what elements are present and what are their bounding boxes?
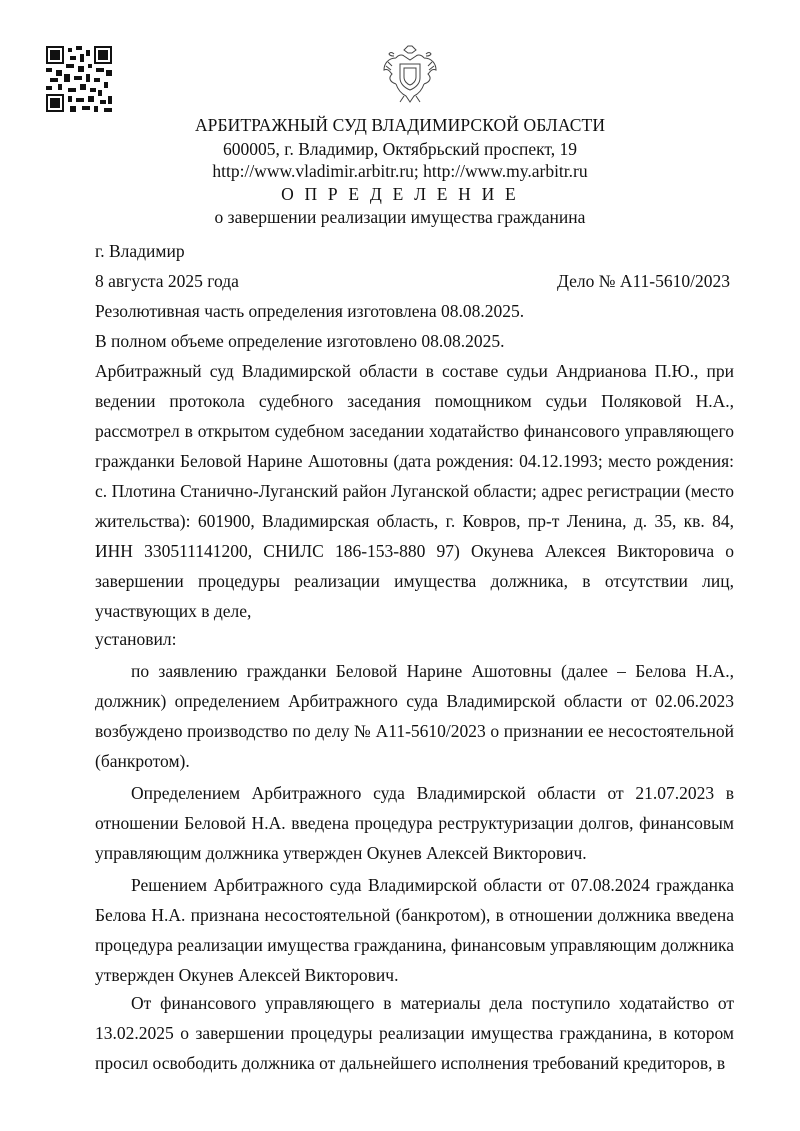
paragraph-3: Решением Арбитражного суда Владимирской области от 07.08.2024 гражданка Белова Н.А. признана несостоятельной (банкротом), в отношении должника введена процедура реализации имущества гражданина, финансовым управляющим должника утвержден Окунев Алексей Викторович. bbox=[95, 875, 734, 985]
city: г. Владимир bbox=[95, 241, 185, 261]
court-urls: http://www.vladimir.arbitr.ru; http://www.my.arbitr.ru bbox=[212, 161, 588, 181]
paragraph-2: Определением Арбитражного суда Владимирской области от 21.07.2023 в отношении Беловой Н.А. введена процедура реструктуризации долгов, финансовым управляющим должника утвержден Окунев Алексей Викторович. bbox=[95, 783, 734, 863]
qr-code-icon bbox=[46, 46, 112, 112]
established-heading: установил: bbox=[95, 629, 177, 649]
document-subtitle: о завершении реализации имущества гражданина bbox=[214, 207, 586, 227]
decision-date: 8 августа 2025 года bbox=[95, 271, 239, 291]
full-text-note: В полном объеме определение изготовлено 08.08.2025. bbox=[95, 331, 505, 351]
paragraph-1: по заявлению гражданки Беловой Нарине Ашотовны (далее – Белова Н.А., должник) определением Арбитражного суда Владимирской области от 02.06.2023 возбуждено производство по делу № А11-5610/2023 о признании ее несостоятельной (банкротом). bbox=[95, 661, 734, 771]
paragraph-4: От финансового управляющего в материалы дела поступило ходатайство от 13.02.2025 о завершении процедуры реализации имущества гражданина, в котором просил освободить должника от дальнейшего исполнения требований кредиторов, в bbox=[95, 993, 734, 1073]
coat-of-arms-icon bbox=[382, 44, 438, 106]
intro-paragraph: Арбитражный суд Владимирской области в составе судьи Андрианова П.Ю., при ведении протокола судебного заседания помощником судьи Поляковой Н.А., рассмотрел в открытом судебном заседании ходатайство финансового управляющего гражданки Беловой Нарине Ашотовны (дата рождения: 04.12.1993; место рождения: с. Плотина Станично-Луганский район Луганской области; адрес регистрации (место жительства): 601900, Владимирская область, г. Ковров, пр-т Ленина, д. 35, кв. 84, ИНН 330511141200, СНИЛС 186-153-880 97) Окунева Алексея Викторовича о завершении процедуры реализации имущества должника, в отсутствии лиц, участвующих в деле, bbox=[95, 361, 734, 621]
case-number: Дело № А11-5610/2023 bbox=[556, 271, 730, 291]
resolutive-part-note: Резолютивная часть определения изготовлена 08.08.2025. bbox=[95, 301, 525, 321]
document-type: О П Р Е Д Е Л Е Н И Е bbox=[281, 184, 519, 204]
court-name: АРБИТРАЖНЫЙ СУД ВЛАДИМИРСКОЙ ОБЛАСТИ bbox=[194, 115, 606, 135]
court-address: 600005, г. Владимир, Октябрьский проспект, 19 bbox=[222, 139, 578, 159]
